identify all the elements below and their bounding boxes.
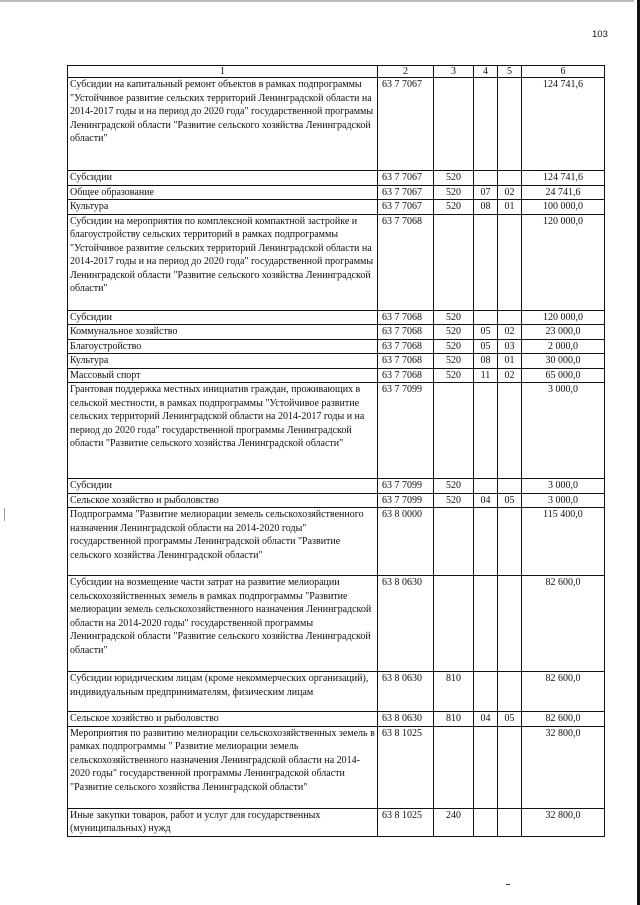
table-row <box>68 712 605 727</box>
row-name: Субсидии <box>68 171 378 186</box>
row-amount: 124 741,6 <box>522 171 605 186</box>
row-section <box>474 383 498 479</box>
row-name: Культура <box>68 354 378 369</box>
row-subsection <box>498 310 522 325</box>
row-subsection <box>498 672 522 712</box>
table-row <box>68 368 605 383</box>
row-amount: 82 600,0 <box>522 712 605 727</box>
row-section <box>474 479 498 494</box>
row-name: Субсидии юридическим лицам (кроме некоммерческих организаций), индивидуальным предпринимателям, физическим лицам <box>68 672 378 712</box>
row-section: 08 <box>474 354 498 369</box>
row-subsection: 02 <box>498 185 522 200</box>
row-amount: 3 000,0 <box>522 383 605 479</box>
table-row <box>68 171 605 186</box>
row-section <box>474 808 498 836</box>
table-row <box>68 672 605 712</box>
row-target-code: 63 7 7068 <box>378 214 434 310</box>
row-name: Культура <box>68 200 378 215</box>
row-subsection <box>498 576 522 672</box>
row-expense-type <box>434 576 474 672</box>
row-expense-type <box>434 78 474 171</box>
header-col-3: 3 <box>434 66 474 78</box>
table-row <box>68 726 605 808</box>
row-target-code: 63 7 7068 <box>378 310 434 325</box>
row-section <box>474 310 498 325</box>
row-subsection <box>498 808 522 836</box>
table-row <box>68 808 605 836</box>
row-amount: 124 741,6 <box>522 78 605 171</box>
row-target-code: 63 7 7068 <box>378 325 434 340</box>
row-name: Сельское хозяйство и рыболовство <box>68 712 378 727</box>
table-row <box>68 310 605 325</box>
row-amount: 32 800,0 <box>522 808 605 836</box>
header-col-5: 5 <box>498 66 522 78</box>
row-section: 08 <box>474 200 498 215</box>
row-target-code: 63 7 7067 <box>378 78 434 171</box>
table-header-row <box>68 66 605 78</box>
row-name: Субсидии <box>68 310 378 325</box>
table-row <box>68 354 605 369</box>
table-row <box>68 185 605 200</box>
row-subsection <box>498 78 522 171</box>
row-target-code: 63 8 0630 <box>378 672 434 712</box>
row-expense-type: 520 <box>434 493 474 508</box>
row-subsection <box>498 726 522 808</box>
row-amount: 82 600,0 <box>522 576 605 672</box>
row-expense-type: 520 <box>434 171 474 186</box>
row-expense-type: 240 <box>434 808 474 836</box>
row-section: 05 <box>474 339 498 354</box>
row-section <box>474 214 498 310</box>
row-subsection <box>498 214 522 310</box>
row-name: Благоустройство <box>68 339 378 354</box>
row-name: Грантовая поддержка местных инициатив граждан, проживающих в сельской местности, в рамках подпрограммы "Устойчивое развитие сельских территорий Ленинградской области на 2014-2017 годы и на период до 2020 года" государственной программы Ленинградской области "Развитие сельского хозяйства Ленинградской области" <box>68 383 378 479</box>
row-expense-type: 520 <box>434 368 474 383</box>
row-amount: 3 000,0 <box>522 479 605 494</box>
scan-top-edge <box>0 0 634 2</box>
row-name: Иные закупки товаров, работ и услуг для государственных (муниципальных) нужд <box>68 808 378 836</box>
row-name: Субсидии на мероприятия по комплексной компактной застройке и благоустройству сельских территорий в рамках подпрограммы "Устойчивое развитие сельских территорий Ленинградской области на 2014-2017 годы и на период до 2020 года" государственной программы Ленинградской области "Развитие сельского хозяйства Ленинградской области" <box>68 214 378 310</box>
row-name: Субсидии на капитальный ремонт объектов в рамках подпрограммы "Устойчивое развитие сельских территорий Ленинградской области на 2014-2017 годы и на период до 2020 года" государственной программы Ленинградской области "Развитие сельского хозяйства Ленинградской области" <box>68 78 378 171</box>
row-target-code: 63 7 7067 <box>378 185 434 200</box>
table-row <box>68 339 605 354</box>
row-amount: 2 000,0 <box>522 339 605 354</box>
page-number: 103 <box>592 29 608 40</box>
row-section <box>474 672 498 712</box>
row-expense-type <box>434 383 474 479</box>
row-subsection: 03 <box>498 339 522 354</box>
row-name: Мероприятия по развитию мелиорации сельскохозяйственных земель в рамках подпрограммы " Развитие мелиорации земель сельскохозяйственного назначения Ленинградской области на 2014-2020 годы" государственной программы Ленинградской области "Развитие сельского хозяйства Ленинградской области" <box>68 726 378 808</box>
row-subsection: 05 <box>498 493 522 508</box>
table-row <box>68 576 605 672</box>
row-target-code: 63 7 7068 <box>378 339 434 354</box>
table-row <box>68 325 605 340</box>
table-row <box>68 214 605 310</box>
row-subsection <box>498 383 522 479</box>
row-name: Сельское хозяйство и рыболовство <box>68 493 378 508</box>
table-row <box>68 493 605 508</box>
row-subsection <box>498 508 522 576</box>
row-amount: 30 000,0 <box>522 354 605 369</box>
row-section: 04 <box>474 712 498 727</box>
row-name: Массовый спорт <box>68 368 378 383</box>
row-subsection: 02 <box>498 368 522 383</box>
row-target-code: 63 8 1025 <box>378 726 434 808</box>
row-target-code: 63 7 7067 <box>378 200 434 215</box>
row-expense-type: 520 <box>434 310 474 325</box>
row-subsection: 02 <box>498 325 522 340</box>
row-section: 07 <box>474 185 498 200</box>
row-target-code: 63 7 7099 <box>378 383 434 479</box>
table-row <box>68 200 605 215</box>
scan-dash-mark <box>506 884 510 885</box>
row-subsection <box>498 479 522 494</box>
header-col-6: 6 <box>522 66 605 78</box>
row-expense-type: 520 <box>434 479 474 494</box>
row-subsection <box>498 171 522 186</box>
row-amount: 24 741,6 <box>522 185 605 200</box>
row-expense-type <box>434 508 474 576</box>
row-target-code: 63 8 0630 <box>378 576 434 672</box>
row-target-code: 63 7 7099 <box>378 493 434 508</box>
row-subsection: 05 <box>498 712 522 727</box>
row-target-code: 63 8 1025 <box>378 808 434 836</box>
row-name: Субсидии <box>68 479 378 494</box>
row-expense-type: 520 <box>434 325 474 340</box>
header-col-1: 1 <box>68 66 378 78</box>
table-row <box>68 383 605 479</box>
scan-mark <box>4 508 5 521</box>
row-section: 05 <box>474 325 498 340</box>
row-target-code: 63 7 7068 <box>378 354 434 369</box>
row-name: Коммунальное хозяйство <box>68 325 378 340</box>
row-section <box>474 508 498 576</box>
row-expense-type: 520 <box>434 339 474 354</box>
row-name: Субсидии на возмещение части затрат на развитие мелиорации сельскохозяйственных земель в рамках подпрограммы "Развитие мелиорации земель сельскохозяйственного назначения Ленинградской области на 2014-2020 годы" государственной программы Ленинградской области "Развитие сельского хозяйства Ленинградской области" <box>68 576 378 672</box>
row-target-code: 63 8 0630 <box>378 712 434 727</box>
row-amount: 100 000,0 <box>522 200 605 215</box>
row-subsection: 01 <box>498 200 522 215</box>
row-section <box>474 726 498 808</box>
budget-table <box>67 65 605 837</box>
row-subsection: 01 <box>498 354 522 369</box>
row-section <box>474 78 498 171</box>
row-expense-type: 520 <box>434 200 474 215</box>
row-amount: 120 000,0 <box>522 310 605 325</box>
table-row <box>68 78 605 171</box>
row-expense-type <box>434 214 474 310</box>
row-expense-type: 810 <box>434 712 474 727</box>
row-expense-type <box>434 726 474 808</box>
row-amount: 23 000,0 <box>522 325 605 340</box>
row-section <box>474 576 498 672</box>
row-target-code: 63 7 7099 <box>378 479 434 494</box>
header-col-2: 2 <box>378 66 434 78</box>
row-target-code: 63 8 0000 <box>378 508 434 576</box>
header-col-4: 4 <box>474 66 498 78</box>
row-expense-type: 810 <box>434 672 474 712</box>
row-name: Общее образование <box>68 185 378 200</box>
table-row <box>68 508 605 576</box>
row-section: 04 <box>474 493 498 508</box>
row-amount: 115 400,0 <box>522 508 605 576</box>
row-name: Подпрограмма "Развитие мелиорации земель сельскохозяйственного назначения Ленинградской области на 2014-2020 годы" государственной программы Ленинградской области "Развитие сельского хозяйства Ленинградской области" <box>68 508 378 576</box>
row-section <box>474 171 498 186</box>
row-target-code: 63 7 7068 <box>378 368 434 383</box>
row-amount: 65 000,0 <box>522 368 605 383</box>
row-expense-type: 520 <box>434 185 474 200</box>
row-amount: 3 000,0 <box>522 493 605 508</box>
row-expense-type: 520 <box>434 354 474 369</box>
table-row <box>68 479 605 494</box>
row-section: 11 <box>474 368 498 383</box>
row-target-code: 63 7 7067 <box>378 171 434 186</box>
row-amount: 82 600,0 <box>522 672 605 712</box>
row-amount: 120 000,0 <box>522 214 605 310</box>
row-amount: 32 800,0 <box>522 726 605 808</box>
